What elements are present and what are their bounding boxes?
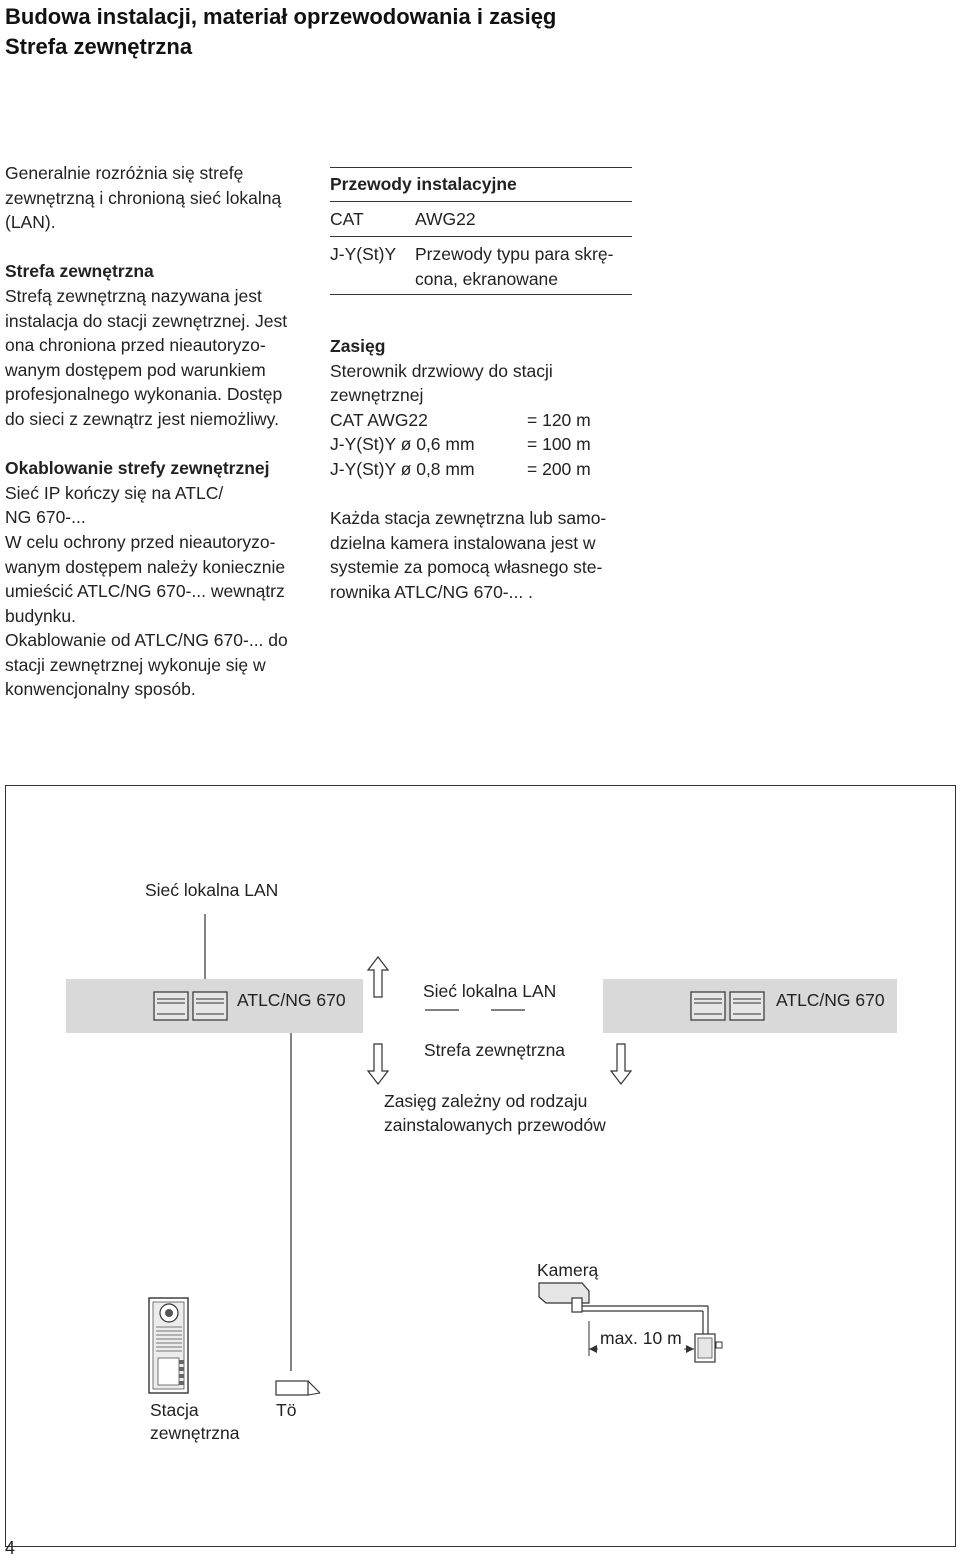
note-line: dzielna kamera instalowana jest w: [330, 532, 596, 553]
max-distance-label: max. 10 m: [600, 1328, 682, 1348]
table-row: [330, 207, 632, 232]
range-heading: Zasięg: [330, 336, 386, 356]
range-row: [330, 457, 635, 482]
section-line: Okablowanie od ATLC/NG 670-... do: [5, 630, 288, 651]
device-left-icon: [154, 992, 227, 1020]
section-line: umieścić ATLC/NG 670-... wewnątrz: [5, 581, 285, 602]
station-label-line-1: Stacja: [150, 1400, 199, 1420]
station-label-line-2: zewnętrzna: [150, 1423, 240, 1443]
intro-paragraph: [5, 161, 310, 235]
door-opener-label: Tö: [276, 1400, 297, 1420]
section-line: ona chroniona przed nieautoryzo-: [5, 335, 266, 356]
range-note-line-1: Zasięg zależny od rodzaju: [384, 1091, 588, 1111]
title-line-2: Strefa zewnętrzna: [5, 34, 193, 59]
section-line: W celu ochrony przed nieautoryzo-: [5, 531, 276, 552]
cable-value: AWG22: [415, 209, 476, 229]
range-row: [330, 432, 635, 457]
section-line: stacji zewnętrznej wykonuje się w: [5, 654, 266, 675]
cable-value: Przewody typu para skrę-: [415, 244, 614, 264]
intro-line: Generalnie rozróżnia się strefę: [5, 163, 244, 183]
section-line: konwencjonalny sposób.: [5, 679, 196, 700]
range-section: [330, 334, 635, 482]
controller-box-icon: [695, 1334, 722, 1362]
section-heading: Okablowanie strefy zewnętrznej: [5, 458, 270, 479]
installation-diagram: [5, 785, 956, 1547]
section-heading: Strefa zewnętrzna: [5, 261, 154, 282]
table-rule: [330, 236, 632, 237]
section-line: wanym dostępem należy koniecznie: [5, 556, 286, 577]
section-line: wanym dostępem pod warunkiem: [5, 359, 266, 380]
table-rule: [330, 201, 632, 202]
intro-line: (LAN).: [5, 212, 56, 233]
range-value: = 100 m: [527, 434, 591, 455]
range-label: CAT AWG22: [330, 409, 428, 430]
lan-top-label: Sieć lokalna LAN: [145, 880, 279, 900]
door-opener-icon: [276, 1381, 320, 1395]
section-line: instalacja do stacji zewnętrznej. Jest: [5, 310, 288, 331]
section-cabling: [5, 456, 310, 702]
section-line: profesjonalnego wykonania. Dostęp: [5, 384, 283, 405]
camera-icon: [537, 1283, 708, 1546]
cable-key: J-Y(St)Y: [330, 244, 397, 264]
lan-zone-label: Sieć lokalna LAN: [423, 981, 557, 1001]
left-column: [5, 161, 310, 727]
range-intro-line: Sterownik drzwiowy do stacji: [330, 360, 553, 381]
device-right-icon: [691, 992, 764, 1020]
cable-value: cona, ekranowane: [415, 268, 559, 289]
range-value: = 200 m: [527, 458, 591, 479]
section-line: budynku.: [5, 605, 77, 626]
range-intro-line: zewnętrznej: [330, 385, 424, 406]
outdoor-zone-label: Strefa zewnętrzna: [424, 1040, 566, 1060]
intro-line: zewnętrzną i chronioną sieć lokalną: [5, 187, 282, 208]
page-title: [5, 2, 556, 62]
section-line: Strefą zewnętrzną nazywana jest: [5, 285, 262, 306]
outdoor-station-icon: [149, 1298, 188, 1393]
title-line-1: Budowa instalacji, materiał oprzewodowania i zasięg: [5, 4, 557, 29]
section-line: Sieć IP kończy się na ATLC/: [5, 482, 224, 503]
arrow-down-icon: [368, 1044, 388, 1084]
note-line: rownika ATLC/NG 670-... .: [330, 581, 533, 602]
note-paragraph: [330, 506, 635, 604]
table-rule-bottom: [330, 294, 632, 295]
note-line: Każda stacja zewnętrzna lub samo-: [330, 508, 607, 528]
arrow-up-icon: [368, 957, 388, 997]
section-outdoor-zone: [5, 259, 310, 431]
device-left-label: ATLC/NG 670: [237, 990, 346, 1010]
section-line: NG 670-...: [5, 507, 86, 528]
table-rule-top: [330, 167, 632, 168]
range-label: J-Y(St)Y ø 0,8 mm: [330, 458, 475, 479]
cable-key: CAT: [330, 209, 364, 229]
arrow-down-icon: [611, 1044, 631, 1084]
section-line: do sieci z zewnątrz jest niemożliwy.: [5, 408, 279, 429]
camera-label: Kamerą: [537, 1260, 599, 1280]
cables-heading: Przewody instalacyjne: [330, 174, 517, 194]
table-row: [330, 242, 632, 292]
page-number: 4: [5, 1538, 16, 1558]
range-label: J-Y(St)Y ø 0,6 mm: [330, 434, 475, 455]
range-value: = 120 m: [527, 409, 591, 430]
note-line: systemie za pomocą własnego ste-: [330, 557, 603, 578]
device-right-label: ATLC/NG 670: [776, 990, 885, 1010]
range-note-line-2: zainstalowanych przewodów: [384, 1115, 606, 1135]
range-row: [330, 408, 635, 433]
